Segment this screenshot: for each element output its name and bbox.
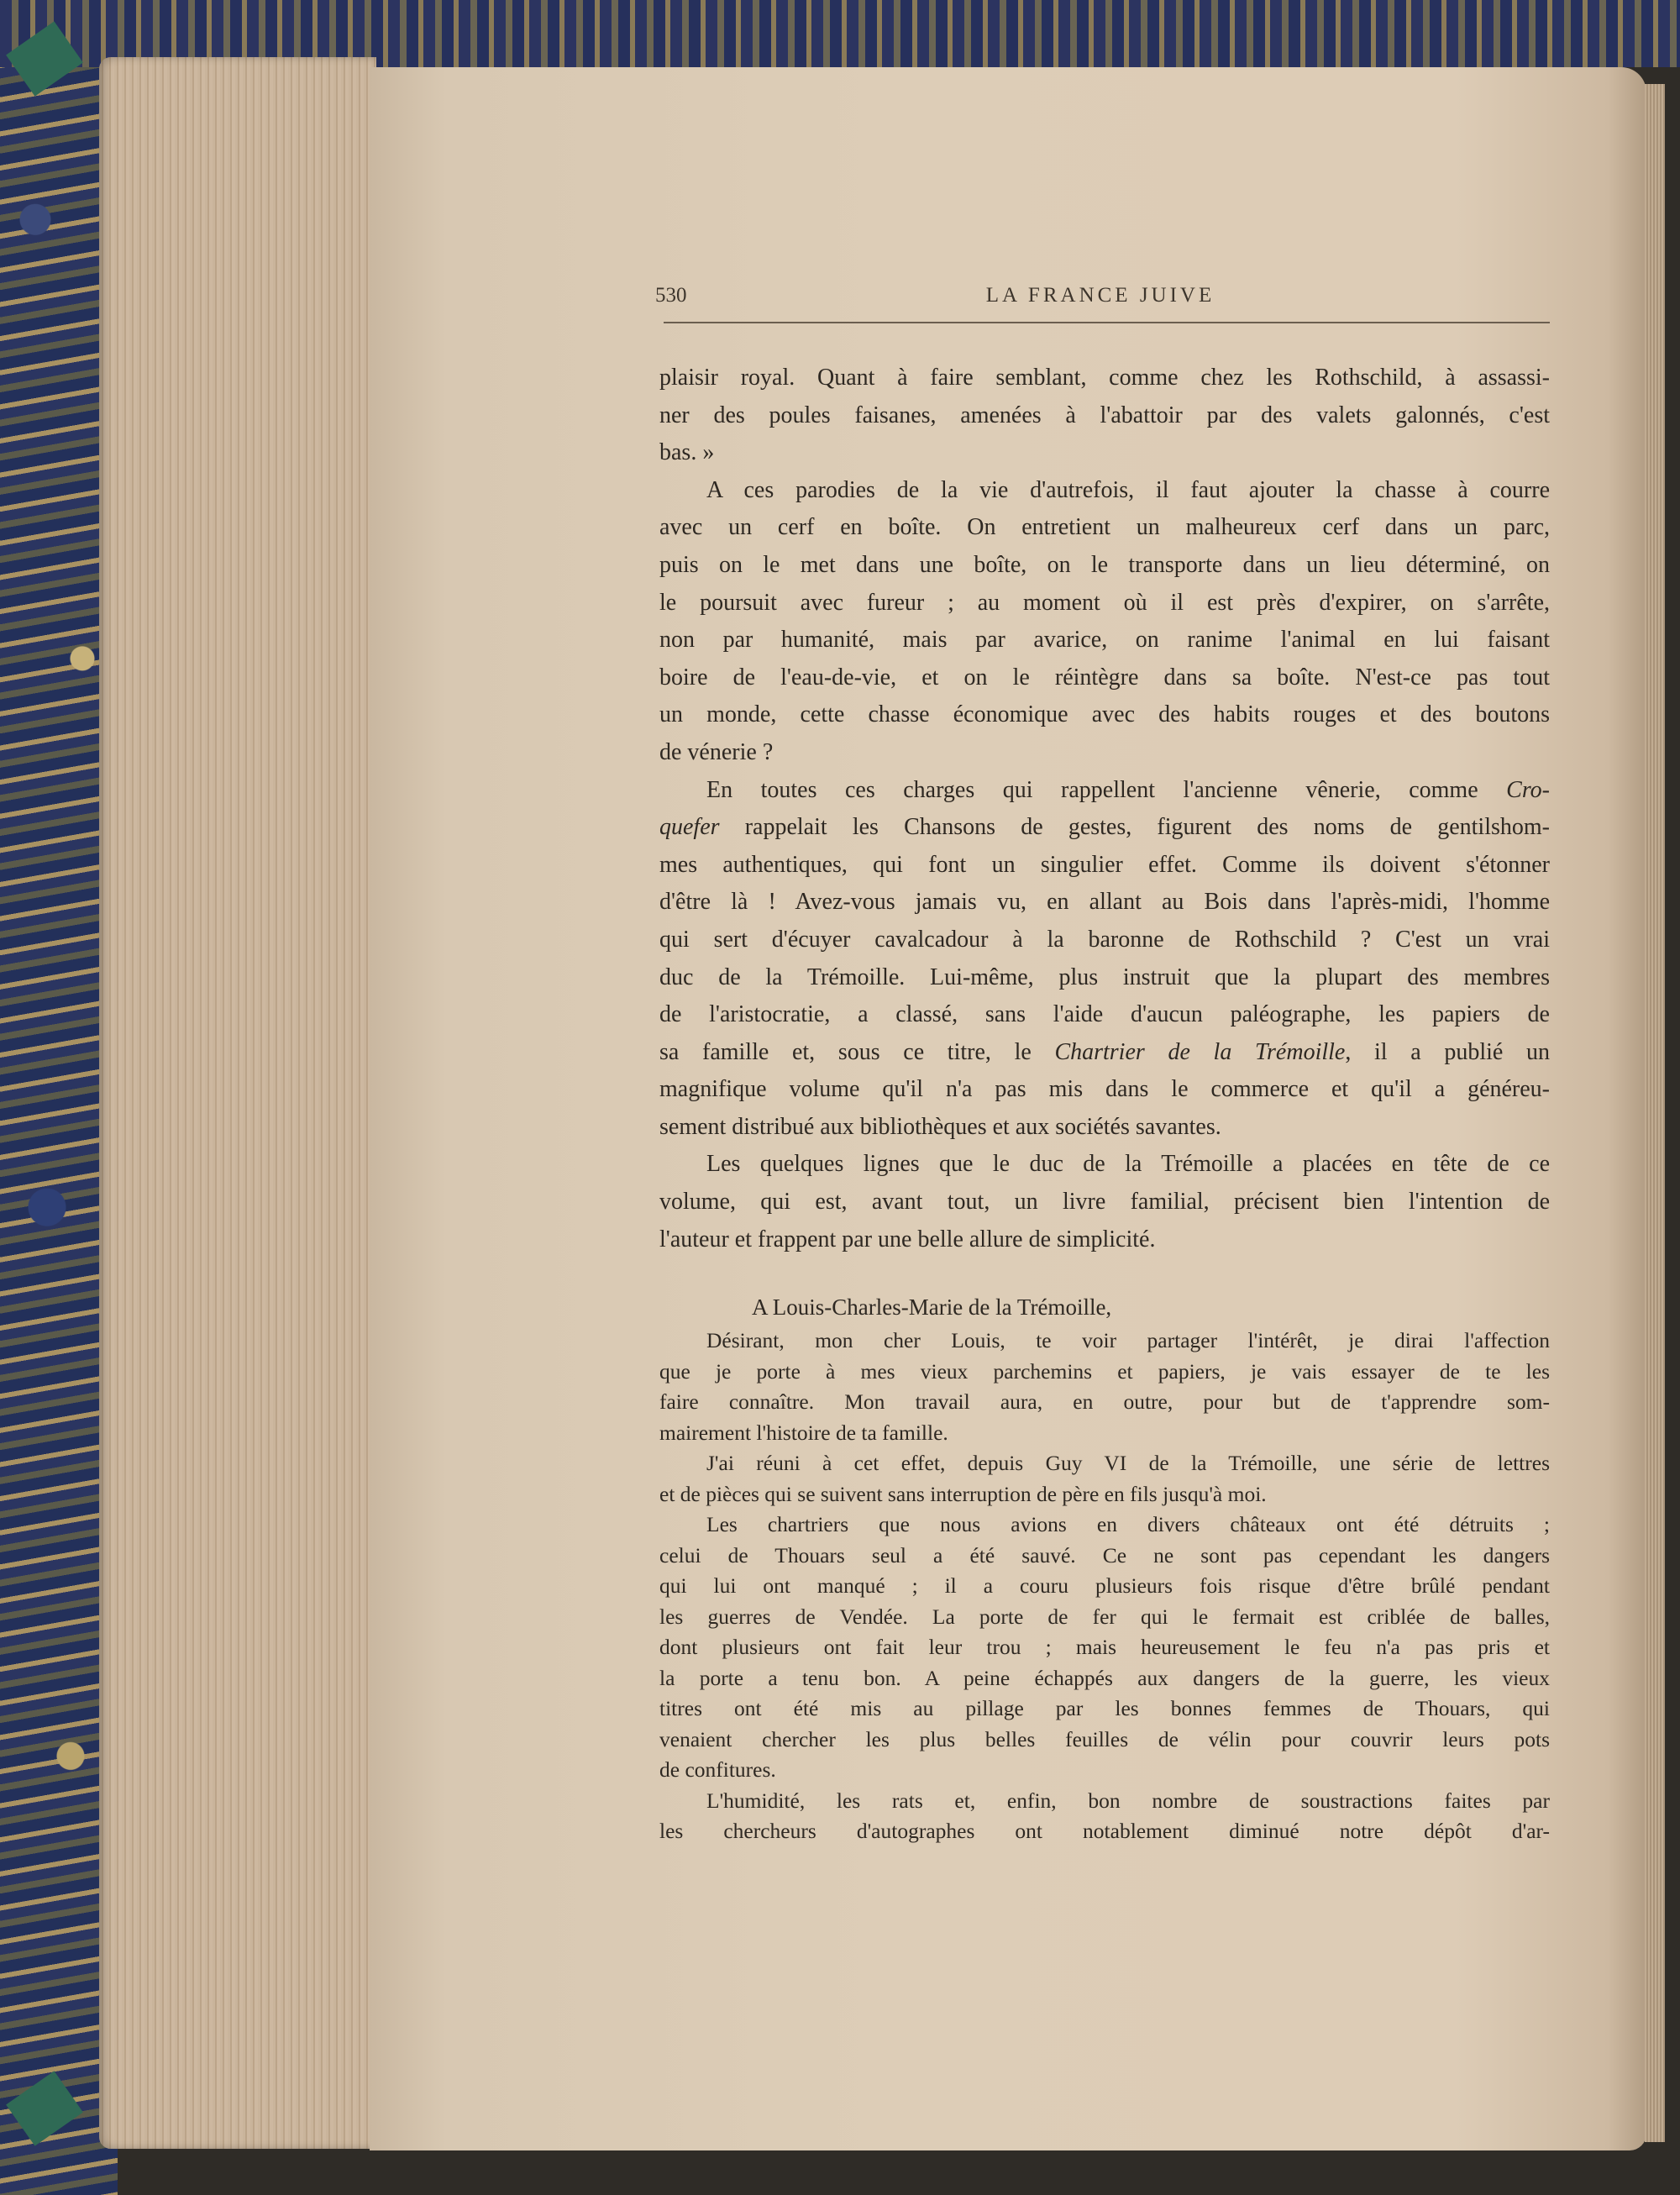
dedication-line: A Louis-Charles-Marie de la Trémoille,	[752, 1294, 1112, 1321]
text-segment: En toutes ces charges qui rappellent l'ancienne vênerie, comme	[706, 776, 1507, 803]
text-line: non par humanité, mais par avarice, on ranime l'animal en lui faisant	[659, 627, 1550, 654]
text-line: le poursuit avec fureur ; au moment où il est près d'expirer, on s'arrête,	[659, 589, 1550, 616]
header-rule	[664, 322, 1550, 323]
text-line	[659, 1034, 1550, 1072]
text-line: boire de l'eau-de-vie, et on le réintègre dans sa boîte. N'est-ce pas tout	[659, 664, 1550, 691]
spacer	[659, 1258, 1550, 1289]
paragraph-1	[659, 360, 1550, 472]
text-line: Les chartriers que nous avions en divers châteaux ont été détruits ;	[706, 1512, 1550, 1537]
page-number: 530	[655, 284, 687, 307]
text-line: venaient chercher les plus belles feuilles de vélin pour couvrir leurs pots	[659, 1726, 1550, 1751]
text-column	[659, 360, 1550, 1847]
text-line: d'être là ! Avez-vous jamais vu, en allant au Bois dans l'après-midi, l'homme	[659, 889, 1550, 916]
text-line: ner des poules faisanes, amenées à l'abattoir par des valets galonnés, c'est	[659, 402, 1550, 428]
text-line: J'ai réuni à cet effet, depuis Guy VI de la Trémoille, une série de lettres	[706, 1451, 1550, 1476]
text-segment: , il a publié un	[1345, 1038, 1550, 1065]
text-line: et de pièces qui se suivent sans interruption de père en fils jusqu'à moi.	[659, 1481, 1267, 1506]
text-line	[659, 772, 1550, 810]
italic-text: quefer	[659, 814, 720, 841]
text-segment: sa famille et, sous ce titre, le	[659, 1038, 1055, 1065]
page-stack	[99, 57, 376, 2149]
text-line: qui lui ont manqué ; il a couru plusieurs fois risque d'être brûlé pendant	[659, 1573, 1550, 1599]
text-line: de vénerie ?	[659, 738, 774, 765]
paragraph-2	[659, 472, 1550, 772]
text-line: les chercheurs d'autographes ont notablement diminué notre dépôt d'ar-	[659, 1819, 1550, 1844]
text-line: bas. »	[659, 439, 715, 466]
text-line: mairement l'histoire de ta famille.	[659, 1420, 948, 1445]
text-segment: rappelait les Chansons de gestes, figurent des noms de gentilshom-	[719, 814, 1550, 841]
text-line: de l'aristocratie, a classé, sans l'aide d'aucun paléographe, les papiers de	[659, 1001, 1550, 1028]
paragraph-3	[659, 772, 1550, 1147]
text-line: que je porte à mes vieux parchemins et papiers, je vais essayer de te les	[659, 1358, 1550, 1384]
quoted-preface	[659, 1326, 1550, 1847]
text-line: avec un cerf en boîte. On entretient un malheureux cerf dans un parc,	[659, 514, 1550, 541]
paragraph-4	[659, 1146, 1550, 1258]
page-header	[655, 284, 1546, 318]
text-line: plaisir royal. Quant à faire semblant, comme chez les Rothschild, à assassi-	[659, 365, 1550, 391]
text-line: duc de la Trémoille. Lui-même, plus instruit que la plupart des membres	[659, 964, 1550, 990]
italic-text: Cro-	[1506, 776, 1550, 803]
text-line: l'auteur et frappent par une belle allure de simplicité.	[659, 1226, 1156, 1252]
text-line: titres ont été mis au pillage par les bonnes femmes de Thouars, qui	[659, 1696, 1550, 1721]
text-line: faire connaître. Mon travail aura, en outre, pour but de t'apprendre som-	[659, 1389, 1550, 1415]
text-line: les guerres de Vendée. La porte de fer qui le fermait est criblée de balles,	[659, 1604, 1550, 1629]
text-line: la porte a tenu bon. A peine échappés aux dangers de la guerre, les vieux	[659, 1665, 1550, 1690]
text-line: mes authentiques, qui font un singulier effet. Comme ils doivent s'étonner	[659, 851, 1550, 878]
text-line: Les quelques lignes que le duc de la Trémoille a placées en tête de ce	[706, 1151, 1550, 1178]
text-line: celui de Thouars seul a été sauvé. Ce ne sont pas cependant les dangers	[659, 1542, 1550, 1567]
text-line: L'humidité, les rats et, enfin, bon nombre de soustractions faites par	[706, 1788, 1550, 1813]
page-right-edge	[1645, 84, 1665, 2142]
text-line: magnifique volume qu'il n'a pas mis dans le commerce et qu'il a généreu-	[659, 1076, 1550, 1103]
text-line: dont plusieurs ont fait leur trou ; mais heureusement le feu n'a pas pris et	[659, 1635, 1550, 1660]
text-line: sement distribué aux bibliothèques et aux sociétés savantes.	[659, 1113, 1221, 1140]
text-line: puis on le met dans une boîte, on le transporte dans un lieu déterminé, on	[659, 551, 1550, 578]
text-line: de confitures.	[659, 1757, 776, 1783]
text-line: Désirant, mon cher Louis, te voir partager l'intérêt, je dirai l'affection	[706, 1328, 1550, 1353]
text-line: volume, qui est, avant tout, un livre familial, précisent bien l'intention de	[659, 1189, 1550, 1216]
text-line: A ces parodies de la vie d'autrefois, il faut ajouter la chasse à courre	[706, 476, 1550, 503]
text-line: qui sert d'écuyer cavalcadour à la baronne de Rothschild ? C'est un vrai	[659, 926, 1550, 953]
italic-title: Chartrier de la Trémoille	[1054, 1038, 1346, 1065]
running-head: LA FRANCE JUIVE	[985, 284, 1215, 307]
text-line: un monde, cette chasse économique avec des habits rouges et des boutons	[659, 701, 1550, 728]
text-line	[659, 809, 1550, 847]
